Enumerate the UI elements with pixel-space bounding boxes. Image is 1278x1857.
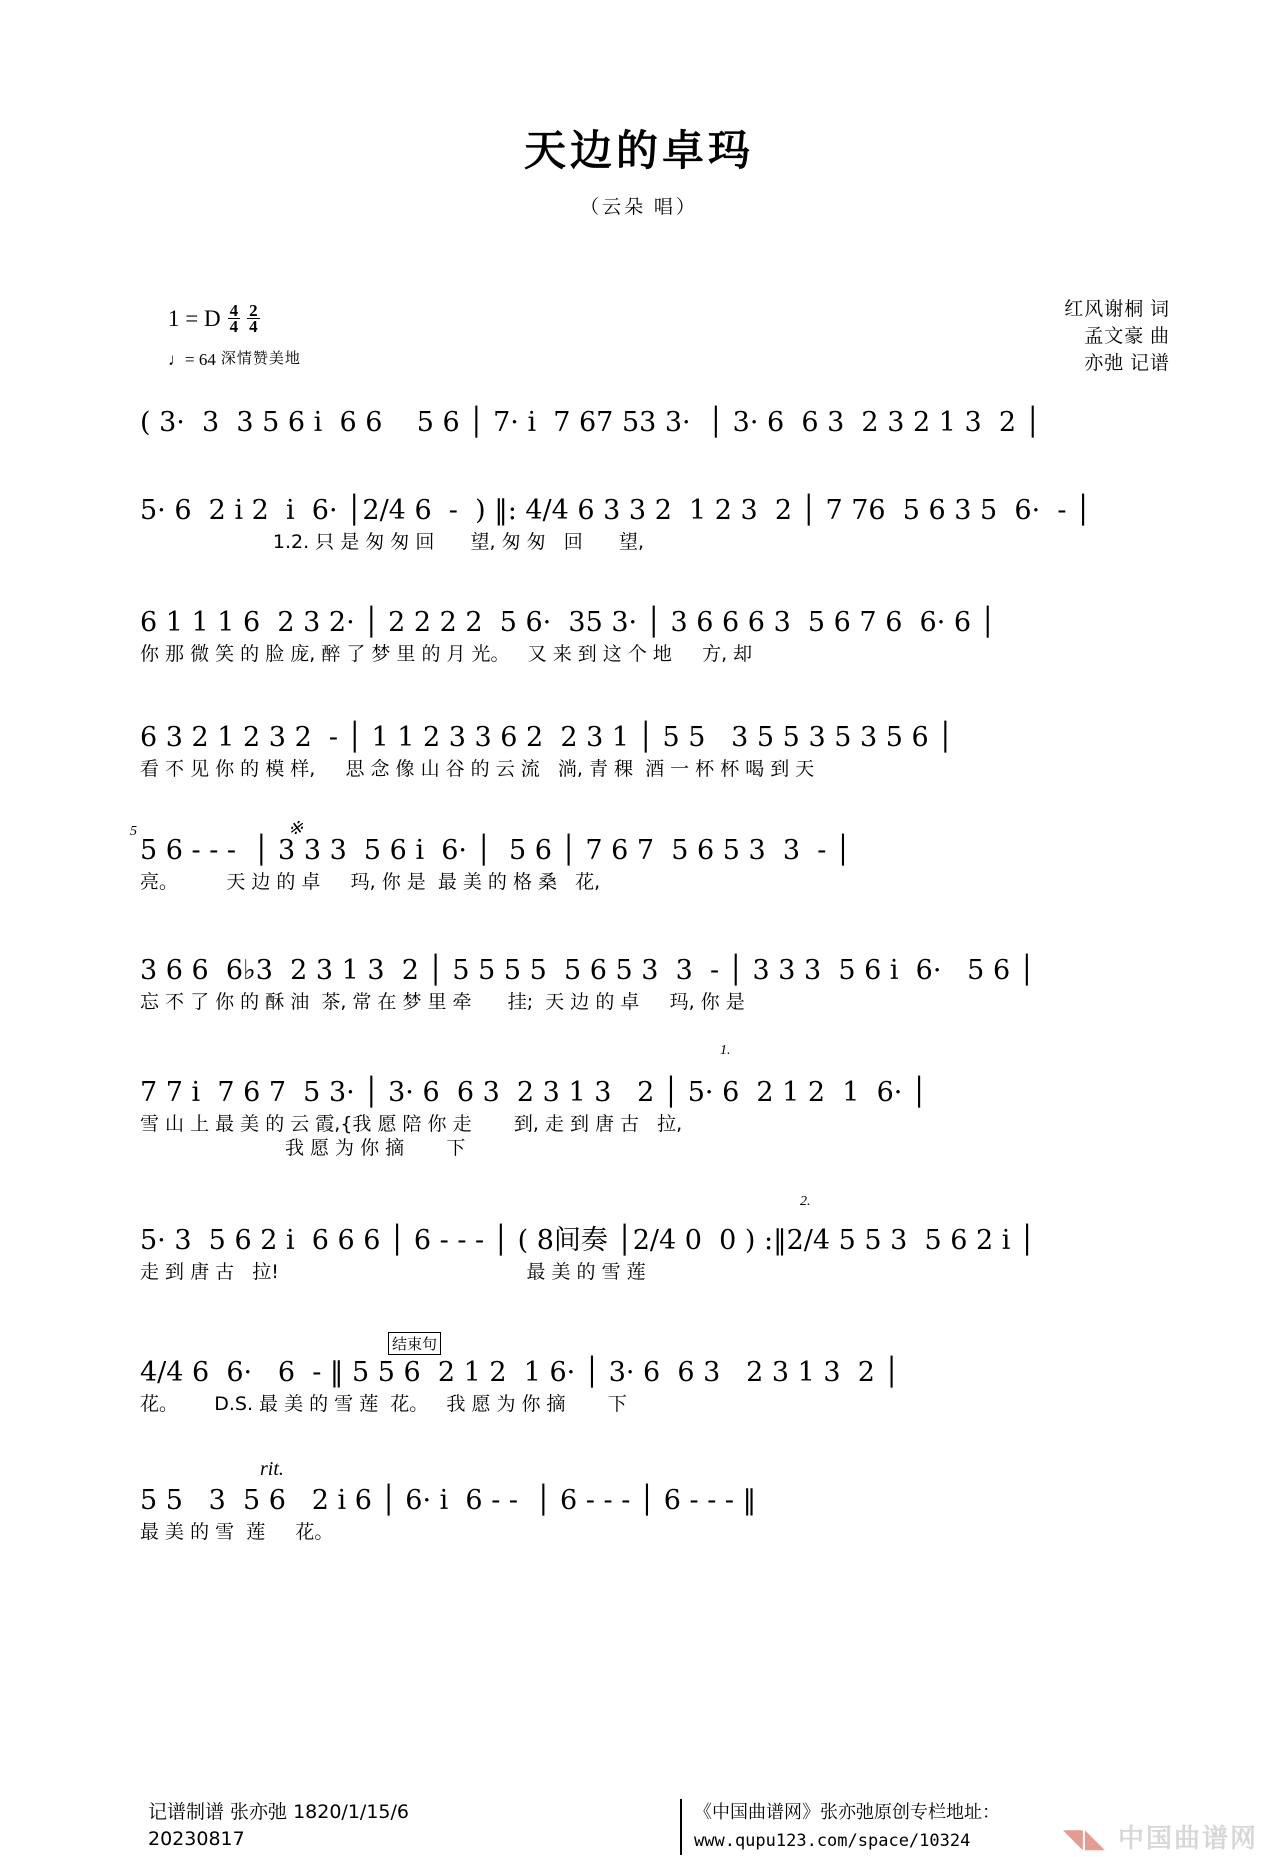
lyrics-line: 忘 不 了 你 的 酥 油 茶, 常 在 梦 里 牵 挂; 天 边 的 卓 玛, 你 是 — [140, 991, 745, 1013]
credit-transcriber: 亦弛 记谱 — [1084, 353, 1170, 374]
credit-composer: 孟文豪 曲 — [1084, 326, 1170, 347]
footer-site-label: 《中国曲谱网》张亦弛原创专栏地址： — [694, 1802, 1000, 1823]
lyrics-line: 看 不 见 你 的 模 样, 思 念 像 山 谷 的 云 流 淌, 青 稞 酒 一 杯 杯 喝 到 天 — [140, 758, 815, 780]
lyrics-line-1: 雪 山 上 最 美 的 云 霞,{我 愿 陪 你 走 到, 走 到 唐 古 拉, — [140, 1113, 683, 1135]
footer-right — [680, 1799, 1000, 1855]
notes-line: 5· 3 5 6 2 i 6 6 6 │ 6 - - - │ ( 8间奏 │2/4 0 0 ) :‖2/4 5 5 3 5 6 2 i │ — [140, 1225, 1036, 1256]
notes-line: 6 1 1 1 6 2 3 2· │ 2 2 2 2 5 6· 35 3· │ 3 6 6 6 3 5 6 7 6 6· 6 │ — [140, 607, 996, 638]
lyrics-line: 亮。 天 边 的 卓 玛, 你 是 最 美 的 格 桑 花, — [140, 871, 601, 893]
notes-line: 7 7 i 7 6 7 5 3· │ 3· 6 6 3 2 3 1 3 2 │ 5· 6 2 1 2 1 6· │ — [140, 1077, 928, 1108]
tempo-marking: ♩= 64 — [168, 350, 216, 369]
system-10 — [140, 1458, 1140, 1544]
lyrics-line: 走 到 唐 古 拉! 最 美 的 雪 莲 — [140, 1261, 646, 1283]
system-7 — [140, 1043, 1140, 1160]
coda-label: 结束句 — [388, 1332, 441, 1355]
system-2 — [140, 496, 1140, 554]
second-ending-label: 2. — [800, 1194, 811, 1209]
footer-url[interactable]: www.qupu123.com/space/10324 — [694, 1831, 971, 1851]
performer-line: （云朵 唱） — [580, 197, 698, 218]
system-3 — [140, 608, 1140, 666]
lyrics-line: 1.2. 只 是 匆 匆 回 望, 匆 匆 回 望, — [140, 531, 645, 553]
credits-block — [1064, 296, 1170, 377]
notes-line: 5· 6 2 i 2 i 6· │2/4 6 - ) ‖: 4/4 6 3 3 2 1 2 3 2 │ 7 76 5 6 3 5 6· - │ — [140, 495, 1092, 526]
footer-left — [148, 1799, 409, 1853]
time-signature-secondary: $\frac{2}{4}$ — [249, 301, 258, 336]
page-title: 天边的卓玛 — [523, 126, 754, 175]
system-8 — [140, 1194, 1140, 1284]
system-1 — [140, 408, 1140, 442]
time-signature-primary: $\frac{4}{4}$ — [229, 301, 239, 336]
footer-date: 20230817 — [148, 1828, 245, 1850]
sheet-music-page — [0, 118, 1278, 1857]
watermark-text: 中国曲谱网 — [1117, 1824, 1258, 1854]
notes-line: ( 3· 3 3 5 6 i 6 6 5 6 │ 7· i 7 67 53 3· │ 3· 6 6 3 2 3 2 1 3 2 │ — [140, 407, 1041, 438]
key-signature: 1 = D — [168, 305, 221, 331]
lyrics-line: 你 那 微 笑 的 脸 庞, 醉 了 梦 里 的 月 光。 又 来 到 这 个 地 方, 却 — [140, 643, 753, 665]
lyrics-line: 最 美 的 雪 莲 花。 — [140, 1521, 334, 1543]
key-tempo-block — [168, 303, 301, 373]
notes-line: 5 5 3 5 6 2 i 6 │ 6· i 6 - - │ 6 - - - │ 6 - - - ‖ — [140, 1485, 757, 1516]
system-9 — [140, 1337, 1140, 1416]
lyrics-line-2: 我 愿 为 你 摘 下 — [140, 1137, 466, 1159]
watermark-icon: ◥◣ — [1062, 1824, 1107, 1854]
watermark — [1063, 1818, 1258, 1855]
notes-line: 4/4 6 6· 6 - ‖ 5 5 6 2 1 2 1 6· │ 3· 6 6 3 2 3 1 3 2 │ — [140, 1357, 900, 1388]
credit-lyricist: 红风谢桐 词 — [1064, 299, 1170, 320]
notes-line: 6 3 2 1 2 3 2 - │ 1 1 2 3 3 6 2 2 3 1 │ 5 5 3 5 5 3 5 3 5 6 │ — [140, 722, 954, 753]
notes-line: 5 6 - - - │ 3 3 3 5 6 i 6· │ 5 6 │ 7 6 7 5 6 5 3 3 - │ — [140, 835, 852, 866]
system-6 — [140, 956, 1140, 1014]
system-4 — [140, 723, 1140, 781]
expression-marking: 深情赞美地 — [220, 351, 301, 367]
footer-credit: 记谱制谱 张亦弛 1820/1/15/6 — [148, 1801, 409, 1823]
notes-line: 3 6 6 6♭3 2 3 1 3 2 │ 5 5 5 5 5 6 5 3 3 - │ 3 3 3 5 6 i 6· 5 6 │ — [140, 955, 1035, 986]
rit-marking: rit. — [260, 1458, 284, 1480]
lyrics-line: 花。 D.S. 最 美 的 雪 莲 花。 我 愿 为 你 摘 下 — [140, 1393, 627, 1415]
system-5 — [130, 818, 1140, 894]
first-ending-label: 1. — [720, 1043, 731, 1058]
rehearsal-number-5: 5 — [130, 824, 137, 839]
segno-mark: ※ — [288, 818, 304, 838]
